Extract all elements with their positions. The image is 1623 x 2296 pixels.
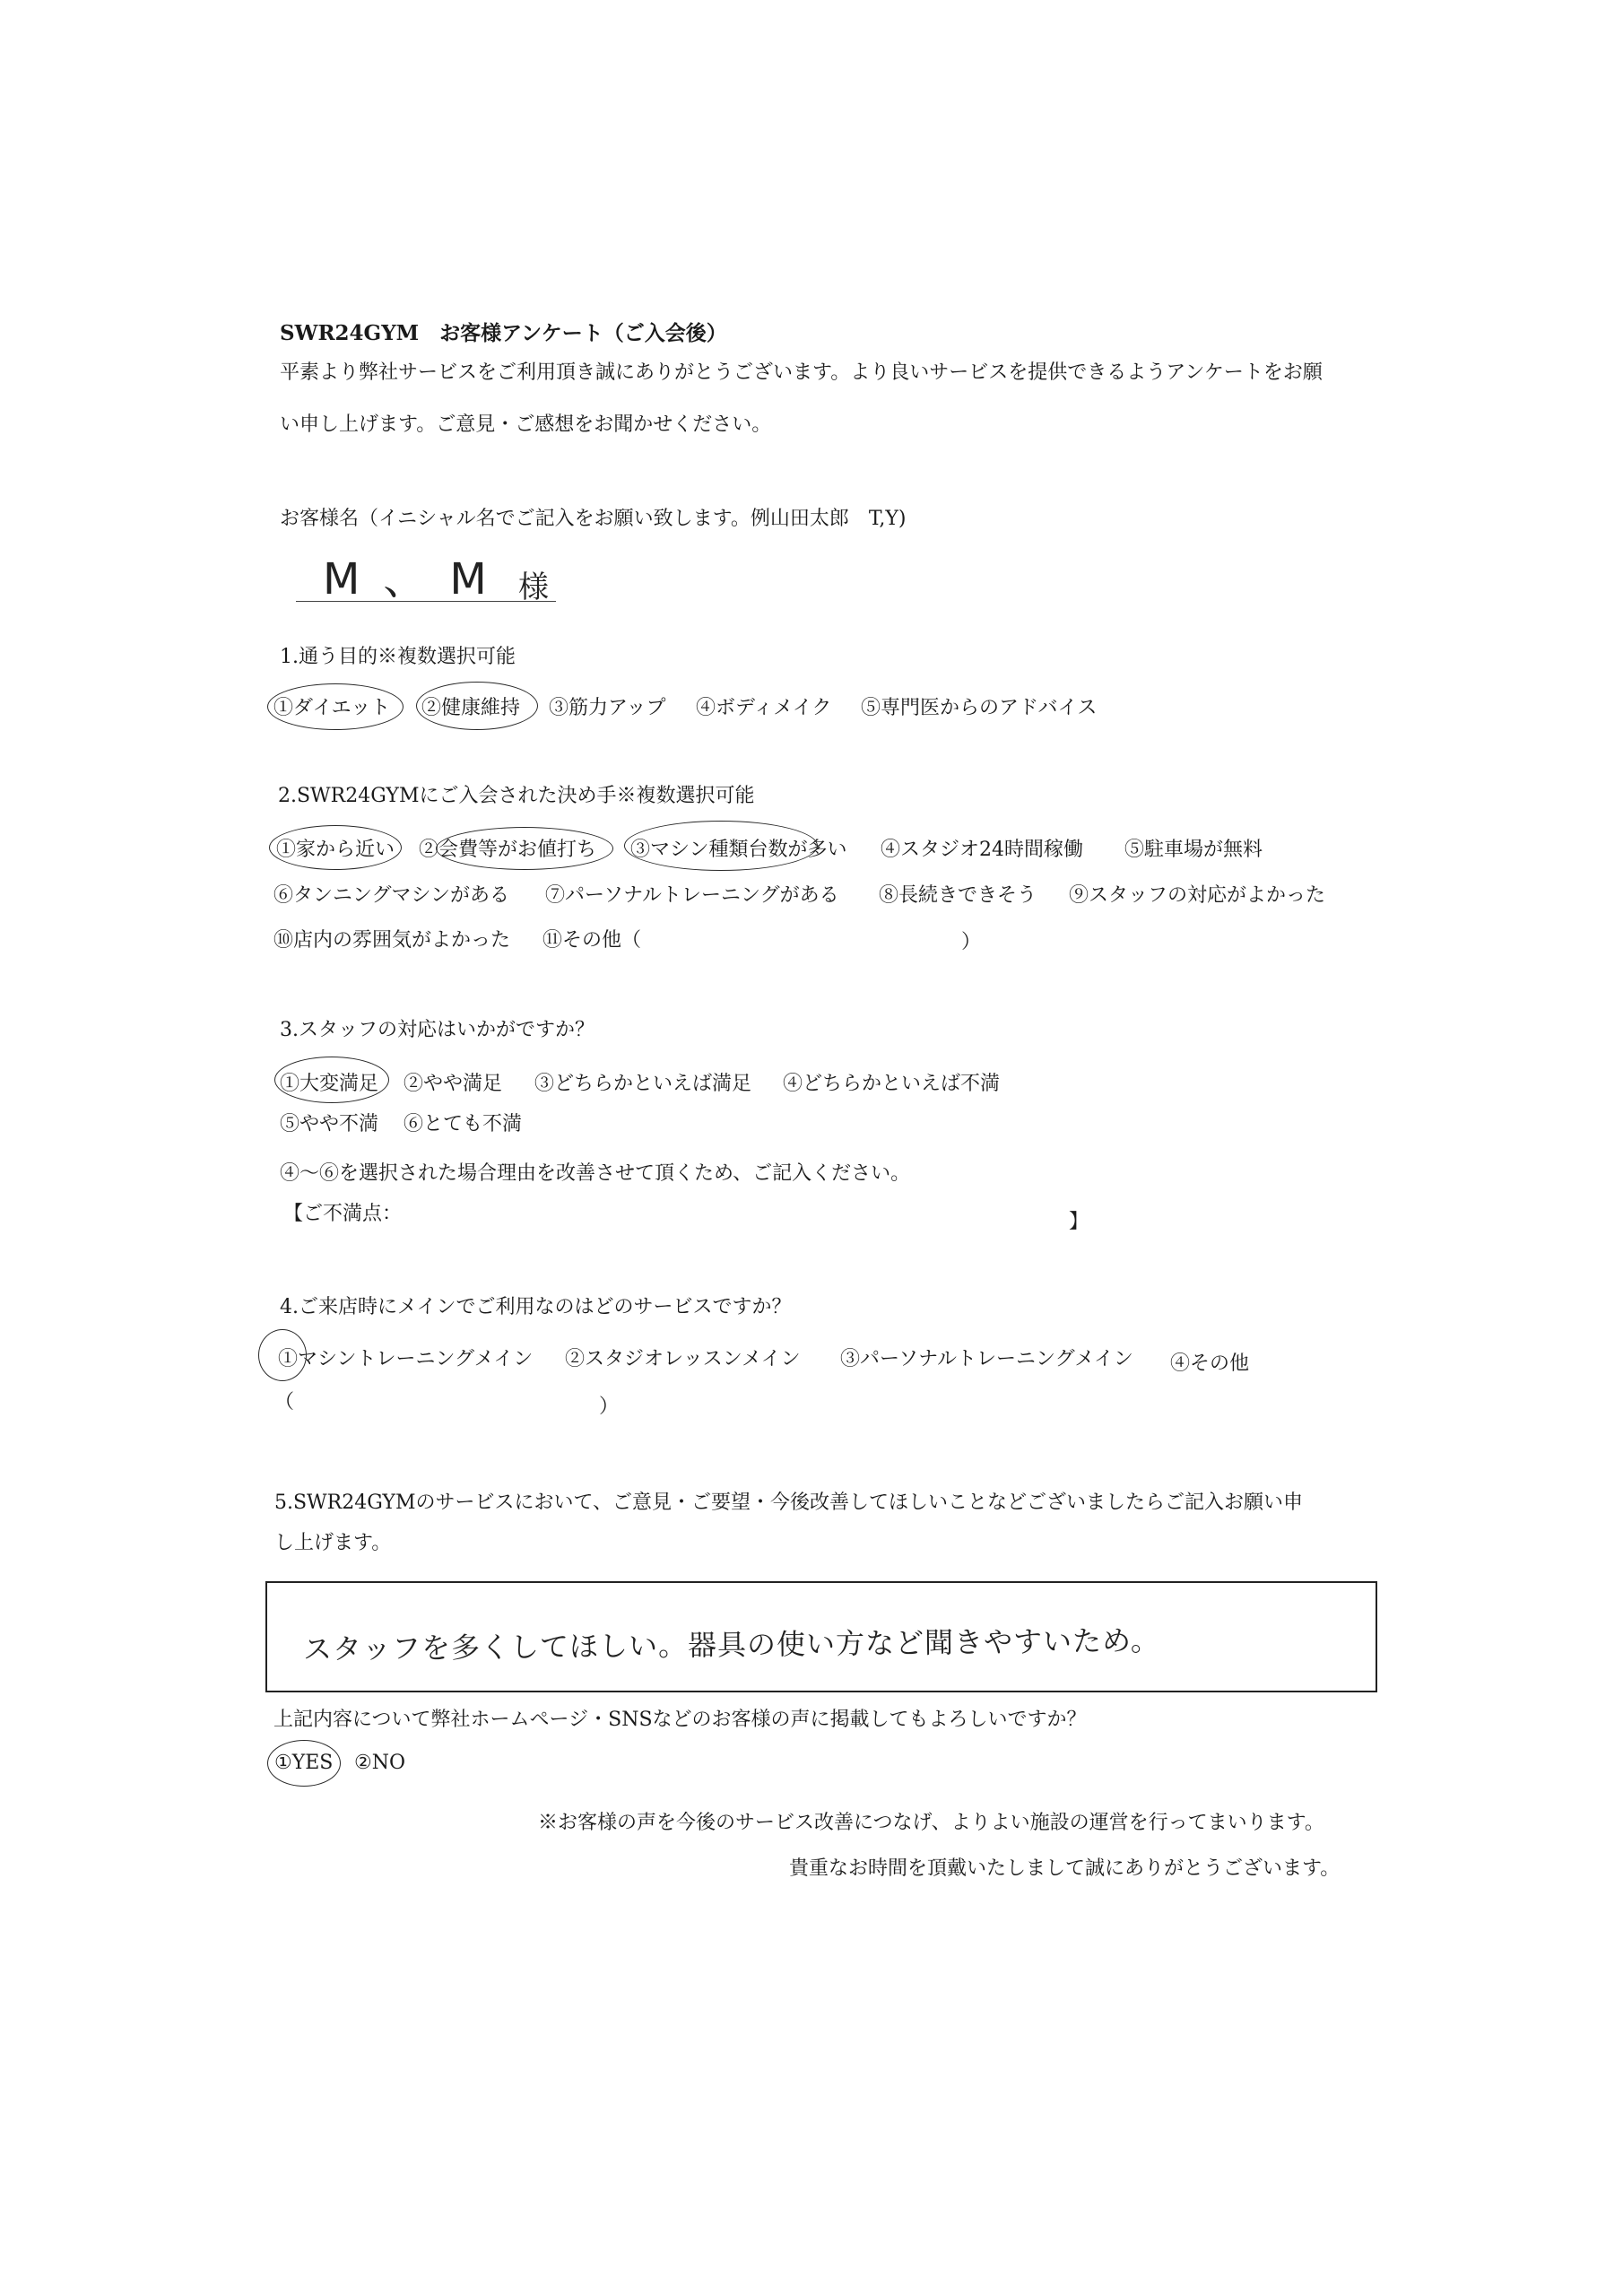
- q2-option-2[interactable]: ②会費等がお値打ち: [419, 839, 597, 861]
- q3-complaint-close: 】: [1069, 1211, 1089, 1233]
- q4-option-4[interactable]: ④その他: [1170, 1352, 1250, 1375]
- q3-option-6[interactable]: ⑥とても不満: [404, 1113, 523, 1135]
- q1-option-3[interactable]: ③筋力アップ: [549, 697, 666, 719]
- consent-option-no[interactable]: ②NO: [354, 1752, 406, 1774]
- q3-option-3[interactable]: ③どちらかといえば満足: [534, 1073, 752, 1095]
- q5-question-line-1: 5.SWR24GYMのサービスにおいて、ご意見・ご要望・今後改善してほしいことなどございましたらご記入お願い申: [274, 1492, 1304, 1514]
- q4-option-2[interactable]: ②スタジオレッスンメイン: [565, 1348, 801, 1370]
- q4-option-3[interactable]: ③パーソナルトレーニングメイン: [840, 1348, 1133, 1370]
- q2-option-8[interactable]: ⑧長続きできそう: [879, 884, 1037, 907]
- customer-name-suffix: 様: [518, 570, 549, 605]
- consent-option-yes[interactable]: ①YES: [274, 1752, 334, 1774]
- q3-question: 3.スタッフの対応はいかがですか？: [280, 1019, 595, 1041]
- customer-name-underline: [296, 601, 556, 602]
- q2-option-7[interactable]: ⑦パーソナルトレーニングがある: [545, 884, 839, 907]
- q3-complaint-field[interactable]: [412, 1202, 1058, 1234]
- q3-option-1[interactable]: ①大変満足: [280, 1073, 379, 1095]
- q1-option-4[interactable]: ④ボディメイク: [696, 697, 832, 719]
- q5-answer-text: スタッフを多くしてほしい。器具の使い方など聞きやすいため。: [302, 1622, 1160, 1667]
- q2-option-6[interactable]: ⑥タンニングマシンがある: [273, 884, 510, 907]
- intro-line-2: い申し上げます。ご意見・ご感想をお聞かせください。: [280, 413, 772, 436]
- q1-option-1[interactable]: ①ダイエット: [273, 697, 391, 719]
- q4-option-1[interactable]: ①マシントレーニングメイン: [278, 1348, 534, 1370]
- q2-question: 2.SWR24GYMにご入会された決め手※複数選択可能: [278, 785, 755, 807]
- footer-line-2: 貴重なお時間を頂戴いたしまして誠にありがとうございます。: [789, 1857, 1341, 1880]
- customer-name-value[interactable]: M、M: [323, 554, 510, 604]
- q3-followup: ④～⑥を選択された場合理由を改善させて頂くため、ご記入ください。: [280, 1162, 911, 1185]
- q1-option-2[interactable]: ②健康維持: [421, 697, 521, 719]
- q2-option-3[interactable]: ③マシン種類台数が多い: [630, 839, 847, 861]
- q5-answer-box[interactable]: [265, 1581, 1377, 1692]
- q3-option-5[interactable]: ⑤やや不満: [280, 1113, 379, 1135]
- q5-question-line-2: し上げます。: [274, 1532, 392, 1554]
- q3-option-2[interactable]: ②やや満足: [404, 1073, 503, 1095]
- footer-line-1: ※お客様の声を今後のサービス改善につなげ、よりよい施設の運営を行ってまいります。: [538, 1812, 1324, 1834]
- q2-option-1[interactable]: ①家から近い: [276, 839, 395, 861]
- q2-option-10[interactable]: ⑩店内の雰囲気がよかった: [273, 929, 511, 952]
- q2-option-11[interactable]: ⑪その他（: [542, 929, 642, 952]
- consent-question: 上記内容について弊社ホームページ・SNSなどのお客様の声に掲載してもよろしいですか？: [273, 1709, 1087, 1731]
- q2-option-9[interactable]: ⑨スタッフの対応がよかった: [1069, 884, 1326, 907]
- q1-question: 1.通う目的※複数選択可能: [280, 646, 516, 668]
- q1-option-5[interactable]: ⑤専門医からのアドバイス: [861, 697, 1098, 719]
- q2-option-4[interactable]: ④スタジオ24時間稼働: [881, 839, 1083, 861]
- q2-other-close: ）: [961, 931, 982, 953]
- q3-option-4[interactable]: ④どちらかといえば不満: [783, 1073, 1001, 1095]
- intro-line-1: 平素より弊社サービスをご利用頂き誠にありがとうございます。より良いサービスを提供できるようアンケートをお願: [280, 361, 1323, 384]
- q4-other-open: （: [274, 1391, 295, 1413]
- q4-other-close: ）: [599, 1396, 620, 1418]
- survey-title: SWR24GYM お客様アンケート（ご入会後）: [280, 321, 727, 345]
- q3-complaint-label: 【ご不満点：: [283, 1203, 403, 1225]
- q2-option-5[interactable]: ⑤駐車場が無料: [1124, 839, 1263, 861]
- customer-name-label: お客様名（イニシャル名でご記入をお願い致します。例山田太郎 T,Y): [280, 508, 907, 530]
- q4-question: 4.ご来店時にメインでご利用なのはどのサービスですか？: [280, 1296, 792, 1318]
